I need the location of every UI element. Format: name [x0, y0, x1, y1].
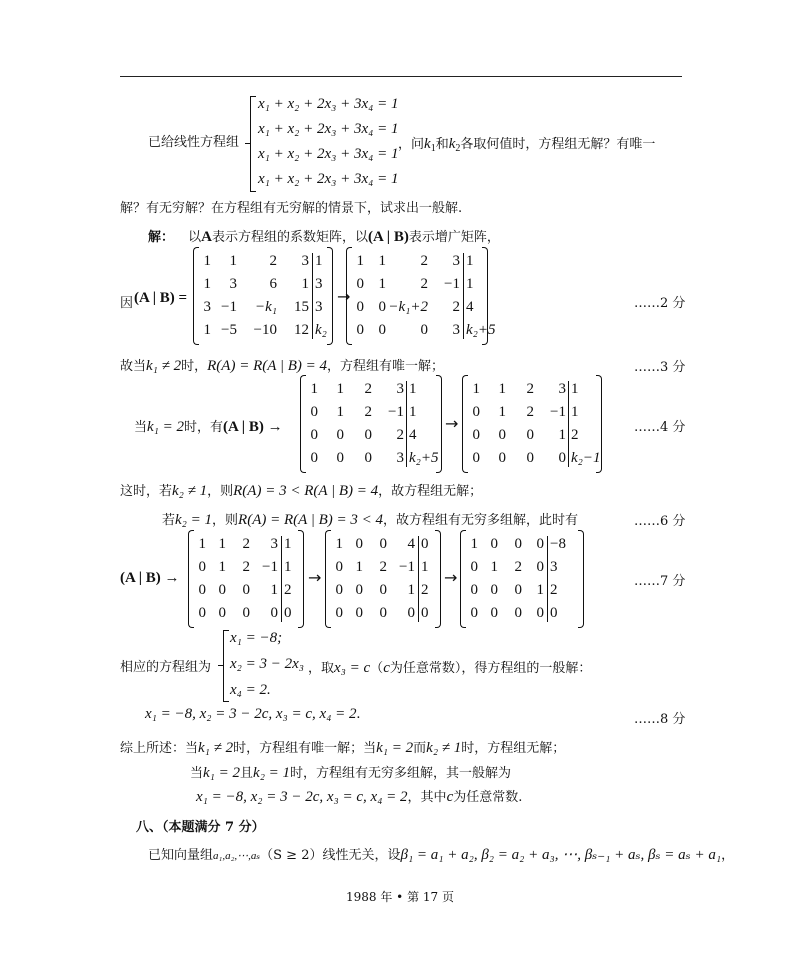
matrix-cell: 0 — [364, 427, 372, 443]
score-6: ……6 分 — [634, 514, 686, 529]
matrix-cell: −1 — [221, 299, 237, 315]
matrix-cell: 2 — [526, 381, 534, 397]
matrix-cell: −1 — [399, 559, 415, 575]
augmented-divider — [418, 536, 419, 622]
question-part-b: 各取何值时，方程组无解？有唯一 — [460, 137, 656, 152]
equation-row-1: x₁ + x₂ + 2x₃ + 3x₄ = 1 — [258, 96, 399, 112]
matrix-cell: 0 — [242, 605, 250, 621]
step3-prefix: 当 — [134, 420, 148, 435]
because-label: 因 — [120, 296, 134, 311]
matrix-left-bracket — [193, 247, 199, 345]
step7-prefix: 相应的方程组为 — [120, 660, 212, 675]
score-7: ……7 分 — [634, 574, 686, 589]
matrix-cell: 1 — [203, 276, 211, 292]
matrix-cell: 3 — [315, 299, 323, 315]
matrix-cell: 1 — [270, 582, 278, 598]
step1-lhs: (A | B) = — [134, 290, 188, 306]
matrix-cell: 0 — [198, 559, 206, 575]
step5-prefix: 若 — [162, 513, 176, 528]
section-8-heading: 八、（本题满分 7 分） — [136, 820, 265, 835]
header-rule — [120, 76, 682, 77]
section-8-text: 已知向量组a₁,a₂,⋯,aₛ（S ≥ 2）线性无关，设β₁ = a₁ + a₂, β₂ = a₂ + a₃, ⋯, βₛ₋₁ + aₛ, βₛ = aₛ + a₁， — [148, 847, 735, 863]
matrix-cell: 0 — [470, 605, 478, 621]
matrix-cell: −k₁+2 — [388, 299, 428, 315]
matrix-step6-c — [460, 530, 584, 628]
step4-mid: ，则 — [207, 484, 234, 499]
matrix-cell: 0 — [536, 536, 544, 552]
matrix-cell: 0 — [421, 536, 429, 552]
matrix-cell: −1 — [388, 404, 404, 420]
matrix-cell: 0 — [470, 559, 478, 575]
matrix-cell: 0 — [336, 450, 344, 466]
matrix-cell: 0 — [310, 404, 318, 420]
matrix-cell: 3 — [550, 559, 558, 575]
matrix-cell: 1 — [203, 253, 211, 269]
matrix-cell: 0 — [536, 605, 544, 621]
sys-eq-2: x₂ = 3 − 2x₃ — [230, 656, 304, 672]
matrix-cell: 1 — [310, 381, 318, 397]
matrix-cell: 1 — [229, 253, 237, 269]
transform-arrow: → — [445, 414, 459, 433]
matrix-cell: 1 — [409, 381, 417, 397]
matrix-cell: 0 — [514, 536, 522, 552]
matrix-cell: 1 — [472, 381, 480, 397]
matrix-cell: 3 — [396, 381, 404, 397]
augmented-divider — [463, 253, 464, 339]
solution-text-2: 表示方程组的系数矩阵，以 — [212, 230, 369, 245]
matrix-cell: k₂ — [315, 322, 327, 338]
matrix-cell: 0 — [356, 299, 364, 315]
solution-text-3: 表示增广矩阵， — [408, 230, 500, 245]
matrix-cell: −1 — [550, 404, 566, 420]
matrix-step3-a — [300, 375, 442, 473]
matrix-cell: −10 — [253, 322, 277, 338]
matrix-left-bracket — [325, 530, 331, 628]
matrix-cell: 0 — [379, 582, 387, 598]
matrix-cell: 1 — [218, 559, 226, 575]
matrix-cell: −5 — [221, 322, 237, 338]
equation-row-3: x₁ + x₂ + 2x₃ + 3x₄ = 1 — [258, 146, 399, 162]
matrix-cell: 1 — [409, 404, 417, 420]
matrix-cell: 1 — [284, 536, 292, 552]
step5-condition: k₂ = 1 — [175, 512, 213, 528]
problem-line-2: 解？有无穷解？在方程组有无穷解的情景下，试求出一般解. — [120, 201, 463, 216]
matrix-cell: 1 — [198, 536, 206, 552]
matrix-cell: 3 — [315, 276, 323, 292]
matrix-right-bracket — [435, 530, 441, 628]
matrix-cell: 0 — [378, 299, 386, 315]
question-part-a: ，问 — [398, 137, 425, 152]
matrix-cell: 0 — [420, 322, 428, 338]
matrix-cell: 1 — [490, 559, 498, 575]
augmented-divider — [547, 536, 548, 622]
step5-suffix: ，故方程组有无穷多组解，此时有 — [383, 513, 579, 528]
matrix-cell: 1 — [301, 276, 309, 292]
step2-rank: R(A) = R(A | B) = 4 — [207, 358, 328, 374]
matrix-cell: k₂−1 — [571, 450, 601, 466]
step2-mid: 时， — [181, 359, 208, 374]
step7-take-line — [308, 657, 591, 677]
matrix-cell: 0 — [490, 605, 498, 621]
step3-lhs: (A | B) → — [223, 419, 283, 435]
matrix-cell: 2 — [284, 582, 292, 598]
step4-rank: R(A) = 3 < R(A | B) = 4 — [233, 483, 379, 499]
matrix-cell: 0 — [198, 605, 206, 621]
question-and: 和 — [435, 137, 449, 152]
matrix-cell: k₂+5 — [409, 450, 439, 466]
matrix-cell: 2 — [421, 582, 429, 598]
matrix-cell: −1 — [262, 559, 278, 575]
matrix-cell: 1 — [336, 381, 344, 397]
step7-c: c — [383, 660, 390, 676]
step5-rank: R(A) = R(A | B) = 3 < 4 — [238, 512, 384, 528]
matrix-cell: 12 — [294, 322, 309, 338]
matrix-cell: 0 — [198, 582, 206, 598]
matrix-cell: 0 — [514, 605, 522, 621]
sys-eq-1: x₁ = −8; — [230, 630, 283, 646]
matrix-cell: 0 — [514, 582, 522, 598]
transform-arrow: → — [337, 287, 351, 306]
matrix-cell: 2 — [242, 536, 250, 552]
matrix-cell: 0 — [364, 450, 372, 466]
matrix-step1-reduced — [346, 247, 496, 345]
matrix-cell: 0 — [310, 427, 318, 443]
matrix-cell: 2 — [550, 582, 558, 598]
matrix-cell: 0 — [536, 559, 544, 575]
summary-line-1: 综上所述：当k₁ ≠ 2时，方程组有唯一解；当k₁ = 2而k₂ ≠ 1时，方程组无解； — [120, 740, 566, 756]
matrix-cell: 0 — [310, 450, 318, 466]
matrix-cell: 1 — [356, 253, 364, 269]
augmented-matrix-symbol: (A | B) — [368, 229, 409, 245]
matrix-cell: 1 — [466, 276, 474, 292]
step2-line — [120, 355, 444, 375]
step7-paren-open: （ — [370, 661, 384, 676]
matrix-cell: 1 — [218, 536, 226, 552]
augmented-divider — [312, 253, 313, 339]
matrix-cell: 6 — [269, 276, 277, 292]
matrix-cell: −1 — [444, 276, 460, 292]
matrix-step1-original — [193, 247, 333, 345]
matrix-cell: 3 — [270, 536, 278, 552]
matrix-cell: 1 — [498, 404, 506, 420]
matrix-cell: 1 — [284, 559, 292, 575]
matrix-cell: 4 — [466, 299, 474, 315]
matrix-cell: 4 — [407, 536, 415, 552]
matrix-left-bracket — [460, 530, 466, 628]
step2-condition: k₁ ≠ 2 — [146, 358, 182, 374]
matrix-cell: 1 — [571, 381, 579, 397]
sys-eq-3: x₄ = 2. — [230, 682, 271, 698]
matrix-cell: 1 — [498, 381, 506, 397]
augmented-divider — [568, 381, 569, 467]
solution-text-1: 以 — [188, 230, 202, 245]
matrix-cell: 1 — [336, 404, 344, 420]
score-2: ……2 分 — [634, 296, 686, 311]
matrix-cell: 1 — [421, 559, 429, 575]
matrix-cell: 0 — [355, 582, 363, 598]
matrix-left-bracket — [188, 530, 194, 628]
matrix-right-bracket — [578, 530, 584, 628]
matrix-cell: 1 — [315, 253, 323, 269]
k2-symbol: $k_2$ — [448, 136, 461, 154]
matrix-cell: 1 — [558, 427, 566, 443]
step3-line — [134, 416, 283, 436]
augmented-divider — [406, 381, 407, 467]
k1-symbol: $k_1$ — [424, 136, 436, 154]
matrix-cell: 1 — [378, 253, 386, 269]
matrix-cell: 0 — [378, 322, 386, 338]
matrix-cell: −k₁ — [255, 299, 277, 315]
matrix-cell: 2 — [514, 559, 522, 575]
matrix-cell: 0 — [472, 404, 480, 420]
matrix-cell: 0 — [550, 605, 558, 621]
matrix-cell: 1 — [335, 536, 343, 552]
matrix-cell: 3 — [203, 299, 211, 315]
matrix-cell: 1 — [470, 536, 478, 552]
summary-line-2: 当k₁ = 2且k₂ = 1时，方程组有无穷多组解，其一般解为 — [190, 765, 512, 781]
matrix-cell: 2 — [242, 559, 250, 575]
matrix-cell: 0 — [270, 605, 278, 621]
solution-label: 解： — [148, 230, 175, 245]
step3-mid: 时，有 — [184, 420, 224, 435]
matrix-cell: 0 — [242, 582, 250, 598]
score-8: ……8 分 — [634, 712, 686, 727]
matrix-cell: 0 — [472, 450, 480, 466]
page-footer: 1988 年 • 第 17 页 — [346, 890, 454, 904]
matrix-cell: 0 — [356, 322, 364, 338]
matrix-cell: 3 — [396, 450, 404, 466]
matrix-cell: 1 — [407, 582, 415, 598]
problem-intro: 已给线性方程组 — [148, 135, 240, 150]
matrix-cell: 1 — [355, 559, 363, 575]
matrix-left-bracket — [300, 375, 306, 473]
matrix-cell: 2 — [364, 381, 372, 397]
matrix-A-symbol: A — [201, 229, 213, 245]
step5-mid: ，则 — [212, 513, 239, 528]
matrix-cell: 0 — [218, 582, 226, 598]
step7-take: ，取 — [308, 661, 335, 676]
matrix-cell: 1 — [466, 253, 474, 269]
matrix-right-bracket — [327, 247, 333, 345]
matrix-step6-b — [325, 530, 441, 628]
step6-lhs: (A | B) → — [120, 570, 180, 586]
matrix-cell: 2 — [420, 276, 428, 292]
matrix-cell: 0 — [421, 605, 429, 621]
matrix-cell: 0 — [490, 536, 498, 552]
matrix-cell: 0 — [335, 605, 343, 621]
matrix-cell: 0 — [498, 450, 506, 466]
matrix-cell: 0 — [355, 605, 363, 621]
matrix-cell: 0 — [355, 536, 363, 552]
matrix-cell: 15 — [294, 299, 309, 315]
matrix-cell: 0 — [379, 605, 387, 621]
matrix-cell: 3 — [452, 322, 460, 338]
step4-suffix: ，故方程组无解； — [378, 484, 483, 499]
equation-system-brace — [250, 96, 251, 192]
matrix-cell: 0 — [379, 536, 387, 552]
general-solution: x₁ = −8, x₂ = 3 − 2c, x₃ = c, x₄ = 2. — [145, 706, 361, 722]
summary-line-3: x₁ = −8, x₂ = 3 − 2c, x₃ = c, x₄ = 2，其中c为任意常数. — [196, 789, 523, 805]
matrix-cell: 2 — [364, 404, 372, 420]
solution-intro — [148, 226, 500, 246]
problem-question — [398, 133, 655, 154]
matrix-cell: 0 — [472, 427, 480, 443]
score-4: ……4 分 — [634, 420, 686, 435]
matrix-cell: 3 — [452, 253, 460, 269]
matrix-cell: 2 — [571, 427, 579, 443]
step2-suffix: ，方程组有唯一解； — [327, 359, 445, 374]
step7-param: x₃ = c — [334, 660, 371, 676]
matrix-cell: 2 — [526, 404, 534, 420]
matrix-cell: 0 — [336, 427, 344, 443]
matrix-cell: 1 — [203, 322, 211, 338]
step3-condition: k₁ = 2 — [147, 419, 185, 435]
matrix-cell: 3 — [229, 276, 237, 292]
matrix-cell: 3 — [558, 381, 566, 397]
matrix-cell: 0 — [526, 450, 534, 466]
matrix-cell: 0 — [335, 559, 343, 575]
matrix-left-bracket — [346, 247, 352, 345]
matrix-cell: 0 — [470, 582, 478, 598]
equation-row-2: x₁ + x₂ + 2x₃ + 3x₄ = 1 — [258, 121, 399, 137]
transform-arrow: → — [308, 568, 322, 587]
matrix-step3-b — [462, 375, 602, 473]
step4-condition: k₂ ≠ 1 — [172, 483, 208, 499]
step4-prefix: 这时，若 — [120, 484, 173, 499]
step4-line — [120, 480, 482, 500]
matrix-cell: 1 — [571, 404, 579, 420]
matrix-cell: −8 — [550, 536, 566, 552]
matrix-cell: 1 — [378, 276, 386, 292]
matrix-cell: 0 — [498, 427, 506, 443]
matrix-cell: k₂+5 — [466, 322, 496, 338]
matrix-cell: 2 — [396, 427, 404, 443]
equation-row-4: x₁ + x₂ + 2x₃ + 3x₄ = 1 — [258, 171, 399, 187]
matrix-cell: 0 — [558, 450, 566, 466]
matrix-cell: 0 — [218, 605, 226, 621]
step7-paren-text: 为任意常数），得方程组的一般解： — [389, 661, 592, 676]
augmented-divider — [281, 536, 282, 622]
matrix-cell: 1 — [536, 582, 544, 598]
matrix-cell: 0 — [490, 582, 498, 598]
matrix-cell: 3 — [301, 253, 309, 269]
matrix-cell: 0 — [284, 605, 292, 621]
matrix-cell: 2 — [379, 559, 387, 575]
step5-line — [162, 509, 578, 529]
matrix-cell: 0 — [526, 427, 534, 443]
matrix-left-bracket — [462, 375, 468, 473]
matrix-cell: 0 — [335, 582, 343, 598]
transform-arrow: → — [444, 568, 458, 587]
matrix-cell: 2 — [420, 253, 428, 269]
matrix-cell: 0 — [407, 605, 415, 621]
step2-prefix: 故当 — [120, 359, 147, 374]
matrix-right-bracket — [298, 530, 304, 628]
matrix-cell: 4 — [409, 427, 417, 443]
matrix-step6-a — [188, 530, 304, 628]
matrix-cell: 0 — [356, 276, 364, 292]
solution-system-brace — [223, 630, 224, 702]
matrix-cell: 2 — [452, 299, 460, 315]
matrix-cell: 2 — [269, 253, 277, 269]
score-3: ……3 分 — [634, 360, 686, 375]
